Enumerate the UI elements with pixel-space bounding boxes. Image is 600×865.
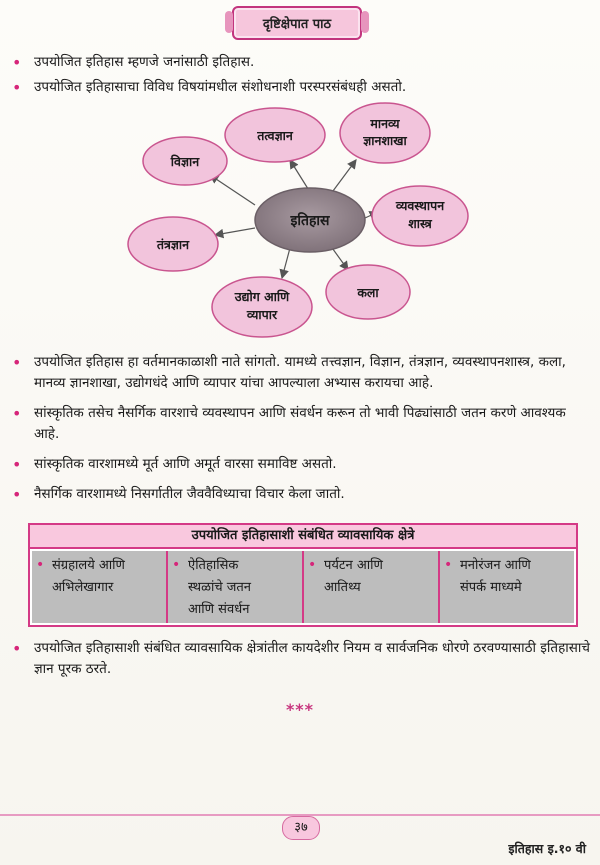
bullet-icon: • xyxy=(12,78,22,97)
summary-bullet-list xyxy=(8,352,590,509)
arrow-to-humanities xyxy=(330,160,356,195)
bullet-icon: • xyxy=(12,53,22,72)
bullet-icon: • xyxy=(36,557,45,573)
page-number: ३७ xyxy=(282,816,320,840)
bullet-icon: • xyxy=(12,455,22,474)
list-item: • नैसर्गिक वारशामध्ये निसर्गातील जैववैविध्याचा विचार केला जातो. xyxy=(12,485,345,504)
bullet-icon: • xyxy=(12,353,22,372)
svg-text:तंत्रज्ञान: तंत्रज्ञान xyxy=(156,237,190,252)
arrow-to-technology xyxy=(215,228,255,235)
section-title: दृष्टिक्षेपात पाठ xyxy=(262,17,332,32)
node-center-history xyxy=(255,188,365,252)
bullet-icon: • xyxy=(308,557,317,573)
bullet-icon: • xyxy=(172,557,181,573)
bullet-icon: • xyxy=(12,404,22,423)
arrow-to-philosophy xyxy=(290,160,310,192)
careers-box-cells xyxy=(32,551,574,623)
node-humanities xyxy=(340,103,430,163)
bullet-icon: • xyxy=(444,557,453,573)
intro-bullet-list xyxy=(8,52,590,102)
svg-text:तत्वज्ञान: तत्वज्ञान xyxy=(257,128,293,143)
svg-text:कला: कला xyxy=(357,285,379,300)
careers-box xyxy=(28,523,578,627)
section-end-stars: *** xyxy=(285,700,315,719)
node-arts xyxy=(326,265,410,319)
bullet-icon: • xyxy=(12,639,22,658)
section-title-banner xyxy=(232,6,362,40)
svg-text:इतिहास: इतिहास xyxy=(290,213,330,229)
node-philosophy xyxy=(225,108,325,162)
svg-text:मानव्य: मानव्य xyxy=(370,116,400,131)
careers-box-heading: उपयोजित इतिहासाशी संबंधित व्यावसायिक क्षेत्रे xyxy=(30,525,576,549)
arrow-to-science xyxy=(210,175,255,205)
list-item: • उपयोजित इतिहासाचा विविध विषयांमधील संशोधनाशी परस्परसंबंधही असतो. xyxy=(12,78,407,97)
svg-text:शास्त्र: शास्त्र xyxy=(408,216,432,231)
footer-book-title: इतिहास इ.१० वी xyxy=(508,841,586,856)
svg-text:विज्ञान: विज्ञान xyxy=(170,154,200,169)
node-management xyxy=(372,186,468,246)
banner-curl-right xyxy=(361,11,369,33)
node-trade xyxy=(212,277,312,337)
arrow-to-trade xyxy=(282,248,290,278)
banner-curl-left xyxy=(225,11,233,33)
career-cell-museums: • संग्रहालये आणि अभिलेखागार xyxy=(32,551,168,623)
list-item: • उपयोजित इतिहास हा वर्तमानकाळाशी नाते सांगतो. यामध्ये तत्त्वज्ञान, विज्ञान, तंत्रज्ञान, व्यवस्थापनशास्त्र, कला, मानव्य ज्ञानशाखा, उद्योगधंदे आणि व्यापार यांचा आपल्याला अभ्यास करायचा आहे. xyxy=(12,353,566,391)
svg-text:उद्योग आणि: उद्योग आणि xyxy=(234,289,290,304)
closing-bullet-list xyxy=(8,638,590,684)
node-science xyxy=(143,137,227,185)
career-cell-tourism: • पर्यटन आणि आतिथ्य xyxy=(304,551,440,623)
subjects-diagram xyxy=(110,100,500,340)
list-item: • सांस्कृतिक वारशामध्ये मूर्त आणि अमूर्त वारसा समाविष्ट असतो. xyxy=(12,455,337,474)
svg-text:व्यापार: व्यापार xyxy=(246,307,278,322)
career-cell-heritage: • ऐतिहासिक स्थळांचे जतन आणि संवर्धन xyxy=(168,551,304,623)
svg-text:व्यवस्थापन: व्यवस्थापन xyxy=(395,198,445,213)
node-technology xyxy=(128,217,218,271)
bullet-icon: • xyxy=(12,485,22,504)
list-item: • उपयोजित इतिहास म्हणजे जनांसाठी इतिहास. xyxy=(12,53,255,72)
list-item: • सांस्कृतिक तसेच नैसर्गिक वारशाचे व्यवस्थापन आणि संवर्धन करून तो भावी पिढ्यांसाठी जतन करणे आवश्यक आहे. xyxy=(12,404,566,442)
list-item: • उपयोजित इतिहासाशी संबंधित व्यावसायिक क्षेत्रांतील कायदेशीर नियम व सार्वजनिक धोरणे ठरवण्यासाठी इतिहासाचे ज्ञान पूरक ठरते. xyxy=(12,639,590,677)
career-cell-media: • मनोरंजन आणि संपर्क माध्यमे xyxy=(440,551,574,623)
svg-text:ज्ञानशाखा: ज्ञानशाखा xyxy=(363,133,407,148)
